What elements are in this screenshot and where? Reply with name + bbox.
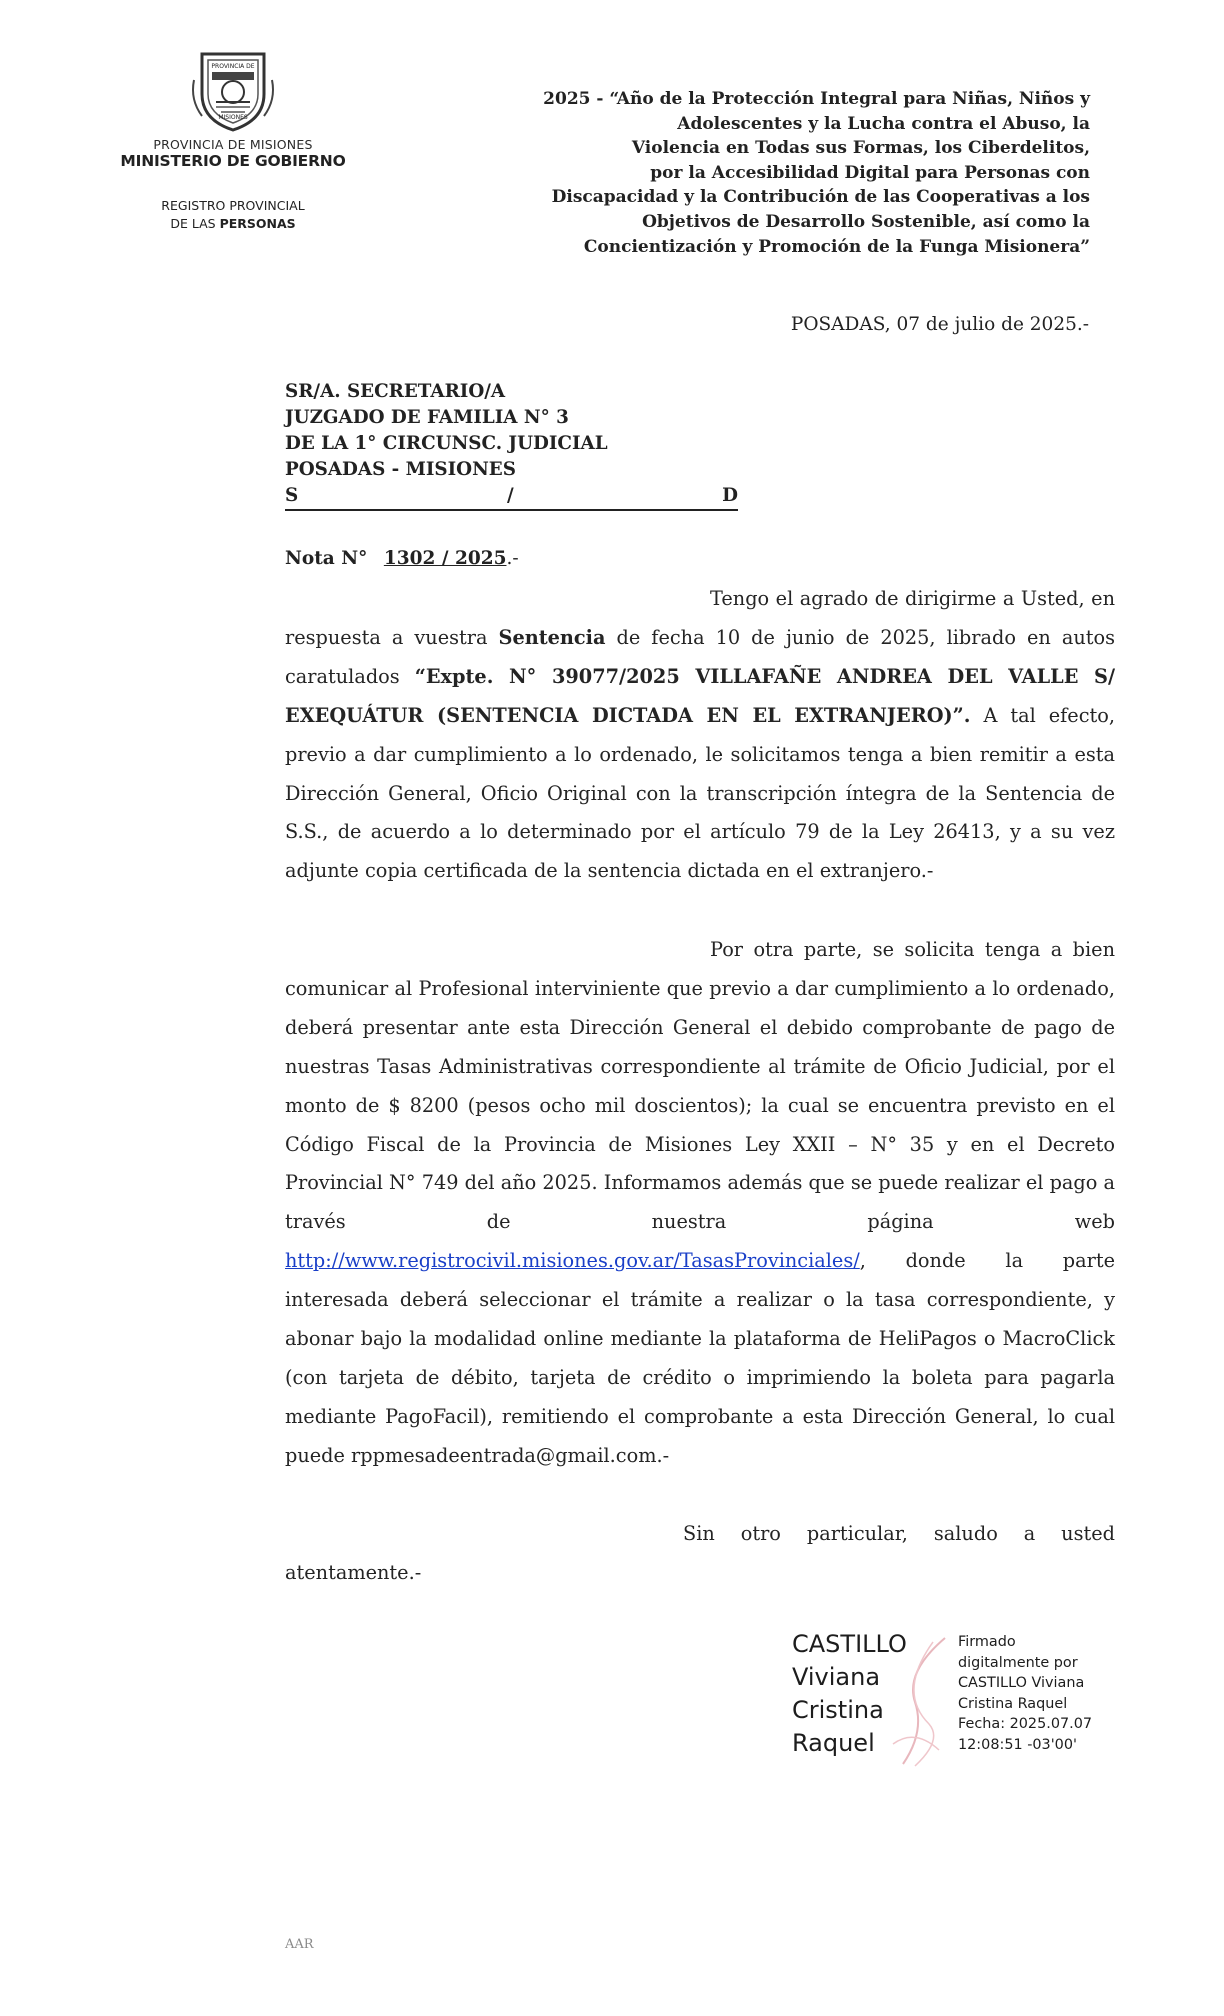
signature-detail-line: CASTILLO Viviana bbox=[958, 1675, 1085, 1691]
signature-detail-line: 12:08:51 -03'00' bbox=[958, 1736, 1077, 1753]
digital-signature-details bbox=[958, 1632, 1092, 1755]
paragraph-1 bbox=[285, 580, 1115, 891]
sd-s: S bbox=[285, 485, 299, 506]
signer-name-line: Viviana bbox=[792, 1663, 881, 1691]
motto-line: Adolescentes y la Lucha contra el Abuso, la bbox=[677, 113, 1090, 134]
signer-name-line: Cristina bbox=[792, 1696, 884, 1724]
motto-line: por la Accesibilidad Digital para Personas con bbox=[650, 162, 1090, 183]
signer-name-line: CASTILLO bbox=[792, 1630, 907, 1658]
letter-date: POSADAS, 07 de julio de 2025.- bbox=[790, 314, 1089, 335]
sd-slash: / bbox=[507, 485, 514, 506]
registry-label bbox=[118, 197, 348, 233]
p2-text-a: Por otra parte, se solicita tenga a bien comunicar al Profesional interviniente que previo a dar cumplimiento a lo ordenado, deberá presentar ante esta Dirección General el debido comprobante de pago de nuestras Tasas Administrativas correspondiente al trámite de Oficio Judicial, por el monto de $ 8200 (pesos ocho mil doscientos); la cual se encuentra previsto en el Código Fiscal de la Provincia de Misiones Ley XXII – N° 35 y en el Decreto Provincial N° 749 del año 2025. Informamos además que se puede realizar el pago a través de nuestra página web bbox=[285, 938, 1115, 1234]
addressee-line: SR/A. SECRETARIO/A bbox=[285, 381, 506, 402]
seal-text-bottom: MISIONES bbox=[218, 114, 248, 121]
paragraph-3 bbox=[285, 1515, 1115, 1593]
sd-signature-line bbox=[285, 483, 738, 511]
motto-line: Violencia en Todas sus Formas, los Ciberdelitos, bbox=[631, 138, 1090, 159]
registry-line-2-prefix: DE LAS bbox=[170, 216, 220, 231]
note-value: 1302 / 2025 bbox=[383, 548, 507, 569]
province-label: PROVINCIA DE MISIONES bbox=[153, 137, 313, 152]
fees-link[interactable]: http://www.registrocivil.misiones.gov.ar/TasasProvinciales/ bbox=[285, 1249, 860, 1273]
sd-d: D bbox=[722, 485, 738, 506]
signature-detail-line: Cristina Raquel bbox=[958, 1695, 1068, 1712]
note-number bbox=[285, 548, 519, 569]
p1-case-title: “Expte. N° 39077/2025 VILLAFAÑE ANDREA DEL VALLE S/ EXEQUÁTUR (SENTENCIA DICTADA EN EL EXTRANJERO)”. bbox=[285, 664, 1115, 727]
p1-sentence: Sentencia bbox=[498, 625, 606, 649]
motto-line: Objetivos de Desarrollo Sostenible, así como la bbox=[642, 211, 1090, 232]
addressee-block bbox=[285, 379, 745, 511]
digital-signature-mark-icon bbox=[885, 1632, 955, 1772]
p1-text-a: Tengo el agrado de dirigirme a Usted, en respuesta a vuestra bbox=[285, 587, 1115, 649]
addressee-line: JUZGADO DE FAMILIA N° 3 bbox=[285, 407, 569, 428]
note-suffix: .- bbox=[506, 548, 519, 569]
seal-text-top: PROVINCIA DE bbox=[211, 63, 255, 70]
paragraph-2 bbox=[285, 931, 1115, 1476]
p2-text-b: , donde la parte interesada deberá seleccionar el trámite a realizar o la tasa correspondiente, y abonar bajo la modalidad online mediante la plataforma de HeliPagos o MacroClick (con tarjeta de débito, tarjeta de crédito o imprimiendo la boleta para pagarla mediante PagoFacil), remitiendo el comprobante a esta Dirección General, lo cual puede rppmesadeentrada@gmail.com.- bbox=[285, 1249, 1115, 1467]
signature-detail-line: digitalmente por bbox=[958, 1654, 1078, 1671]
ministry-label: MINISTERIO DE GOBIERNO bbox=[120, 152, 346, 170]
closing-text: Sin otro particular, saludo a usted atentamente.- bbox=[285, 1522, 1115, 1584]
registry-line-2-bold: PERSONAS bbox=[219, 216, 296, 231]
p1-text-e: A tal efecto, previo a dar cumplimiento a lo ordenado, le solicitamos tenga a bien remitir a esta Dirección General, Oficio Original con la transcripción íntegra de la Sentencia de S.S., de acuerdo a lo determinado por el artículo 79 de la Ley 26413, y a su vez adjunte copia certificada de la sentencia dictada en el extranjero.- bbox=[285, 703, 1115, 883]
signature-detail-line: Fecha: 2025.07.07 bbox=[958, 1716, 1093, 1732]
signature-detail-line: Firmado bbox=[958, 1634, 1016, 1650]
year-motto bbox=[450, 87, 1090, 259]
registry-line-2 bbox=[118, 215, 348, 233]
note-label: Nota N° bbox=[285, 548, 368, 569]
motto-line: 2025 - “Año de la Protección Integral para Niñas, Niños y bbox=[543, 89, 1090, 109]
signer-name-line: Raquel bbox=[792, 1729, 875, 1757]
provincial-seal-icon bbox=[188, 50, 278, 134]
addressee-line: DE LA 1° CIRCUNSC. JUDICIAL bbox=[285, 433, 608, 454]
motto-line: Discapacidad y la Contribución de las Cooperativas a los bbox=[551, 187, 1090, 208]
registry-line-1: REGISTRO PROVINCIAL bbox=[161, 198, 305, 213]
ministry-logo bbox=[118, 50, 348, 170]
typist-initials: AAR bbox=[285, 1937, 314, 1952]
motto-line: Concientización y Promoción de la Funga Misionera” bbox=[583, 236, 1090, 257]
p1-text-c: de fecha 10 de junio de 2025, librado en autos caratulados bbox=[285, 625, 1115, 688]
addressee-line: POSADAS - MISIONES bbox=[285, 459, 516, 480]
